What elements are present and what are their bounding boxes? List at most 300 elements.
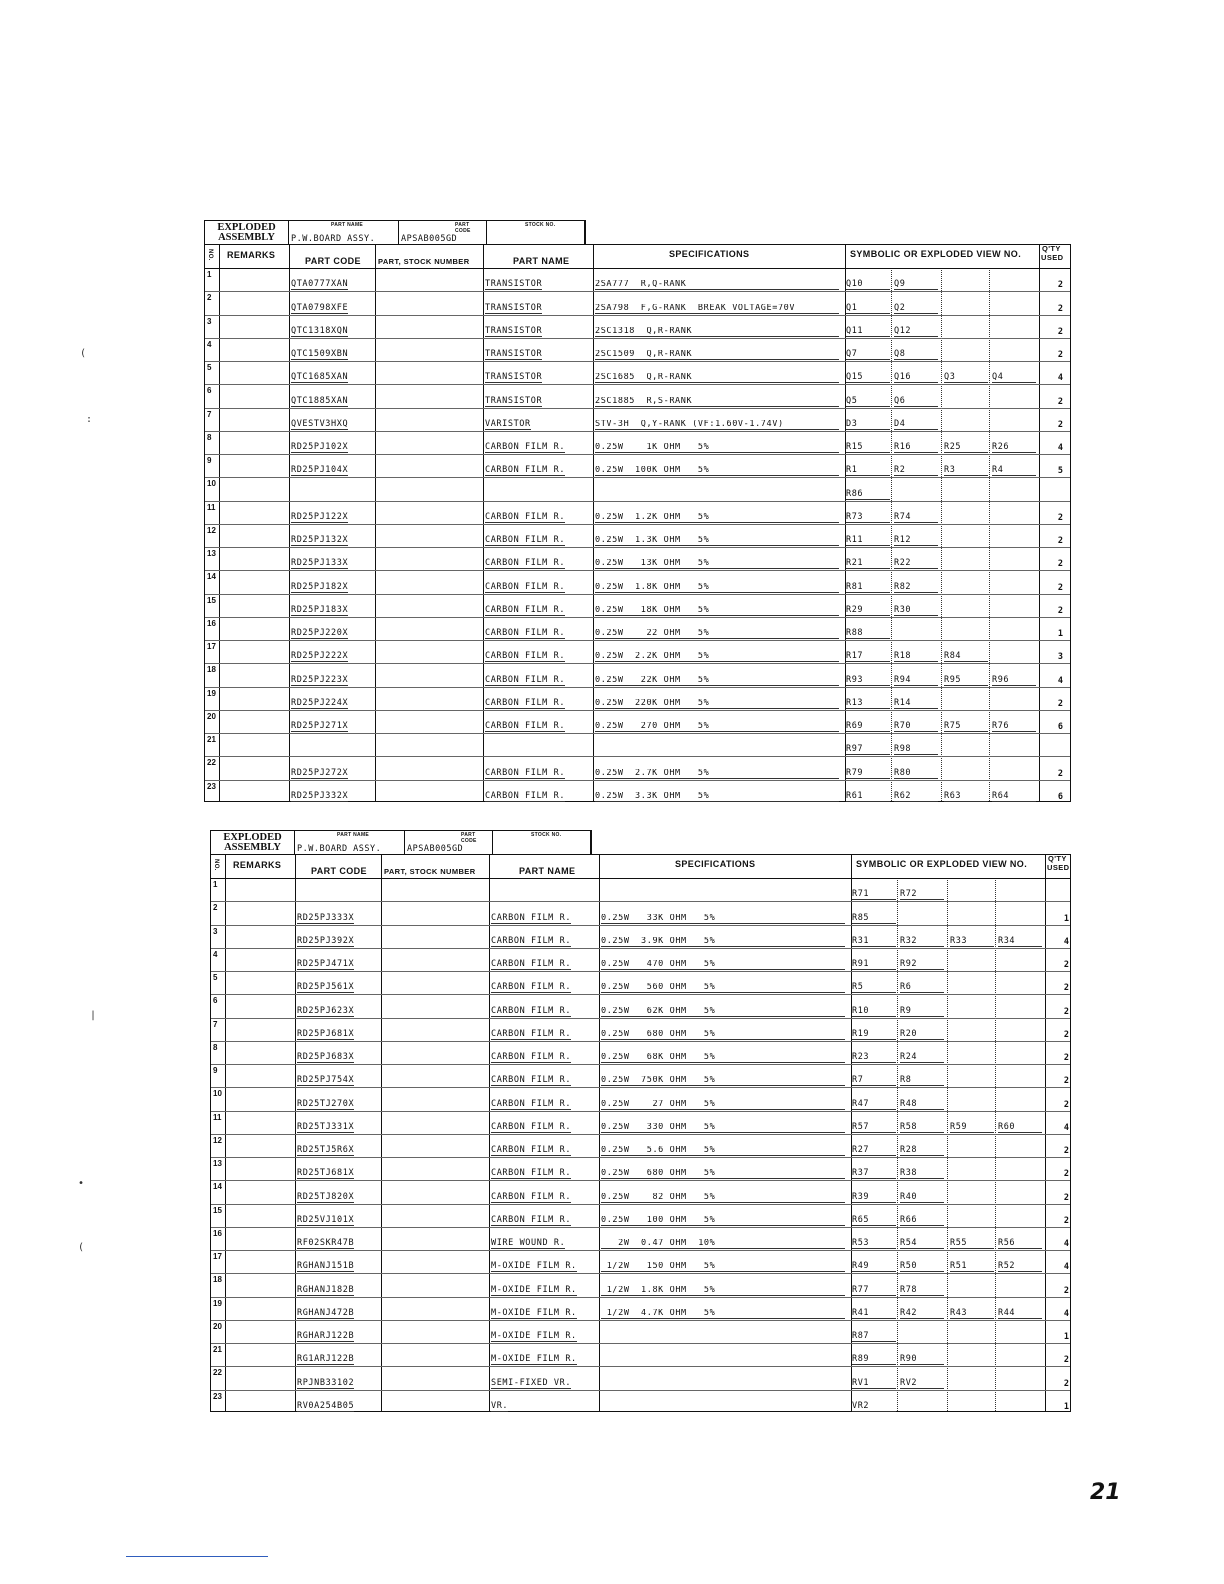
qty-used: 2	[1057, 768, 1063, 779]
part-name: CARBON FILM R.	[491, 1191, 572, 1202]
row-number: 5	[213, 973, 218, 983]
part-name: CARBON FILM R.	[485, 511, 566, 522]
part-name-cell	[295, 831, 405, 855]
col-part-name: PART NAME	[513, 256, 570, 266]
symbol-ref: R97	[846, 745, 890, 755]
row-number: 16	[213, 1228, 222, 1238]
symbol-ref: R4	[992, 466, 1036, 476]
specification: 0.25W 22K OHM 5%	[595, 676, 839, 686]
row-divider	[211, 1390, 1070, 1391]
symbol-ref: R14	[894, 699, 938, 709]
row-number: 8	[213, 1042, 218, 1052]
stock-no-caption: STOCK NO.	[525, 222, 556, 228]
specification: 2SC1318 Q,R-RANK	[595, 327, 839, 337]
part-code: RD25PJ272X	[291, 767, 349, 778]
part-code: RD25PJ223X	[291, 674, 349, 685]
symbol-ref: R55	[950, 1239, 994, 1249]
part-name: TRANSISTOR	[485, 325, 543, 336]
symbol-ref: R54	[900, 1239, 944, 1249]
symbol-ref: R2	[894, 466, 938, 476]
specification: 1/2W 4.7K OHM 5%	[601, 1309, 845, 1319]
row-number: 10	[207, 479, 216, 489]
row-divider	[205, 431, 1070, 432]
qty-used: 2	[1063, 1285, 1069, 1296]
part-code: RD25PJ683X	[297, 1052, 355, 1063]
exploded-assembly-cell	[211, 831, 295, 855]
symbol-ref: R31	[852, 937, 896, 947]
part-name: TRANSISTOR	[485, 279, 543, 290]
qty-used: 2	[1063, 983, 1069, 994]
col-stock-number: PART, STOCK NUMBER	[378, 257, 470, 266]
symbol-ref: Q9	[894, 280, 938, 290]
symbol-divider	[947, 878, 948, 1411]
symbol-ref: R85	[852, 914, 896, 924]
specification: 2W 0.47 OHM 10%	[601, 1239, 845, 1249]
specification: 0.25W 3.3K OHM 5%	[595, 792, 839, 802]
symbol-ref: R33	[950, 937, 994, 947]
part-name: CARBON FILM R.	[485, 604, 566, 615]
symbol-ref: R75	[944, 722, 988, 732]
scan-speck: |	[90, 1010, 97, 1021]
row-divider	[205, 524, 1070, 525]
part-name: CARBON FILM R.	[485, 651, 566, 662]
row-divider	[211, 1273, 1070, 1274]
assembly-part-code: APSAB005GD	[401, 234, 458, 244]
symbol-ref: R38	[900, 1169, 944, 1179]
qty-used: 2	[1057, 350, 1063, 361]
row-number: 3	[207, 316, 212, 326]
symbol-ref: R78	[900, 1286, 944, 1296]
row-divider	[211, 1366, 1070, 1367]
qty-used: 4	[1057, 373, 1063, 384]
symbol-ref: R42	[900, 1309, 944, 1319]
symbol-ref: R37	[852, 1169, 896, 1179]
specification: 0.25W 1K OHM 5%	[595, 443, 839, 453]
row-divider	[211, 1204, 1070, 1205]
row-number: 20	[213, 1321, 222, 1331]
row-divider	[211, 948, 1070, 949]
row-number: 21	[213, 1345, 222, 1355]
part-name-caption: PART NAME	[331, 222, 364, 228]
symbol-ref: R86	[846, 490, 890, 500]
qty-used: 2	[1057, 396, 1063, 407]
row-divider	[205, 687, 1070, 688]
part-code: RD25PJ623X	[297, 1005, 355, 1016]
specification: 1/2W 150 OHM 5%	[601, 1262, 845, 1272]
symbol-ref: R80	[894, 769, 938, 779]
assembly-part-name: P.W.BOARD ASSY.	[297, 844, 382, 854]
scan-speck: •	[78, 1178, 85, 1189]
row-number: 1	[213, 880, 218, 889]
qty-used: 2	[1057, 303, 1063, 314]
part-code: RD25PJ102X	[291, 442, 349, 453]
symbol-ref: R19	[852, 1030, 896, 1040]
part-code-caption: PART CODE	[455, 222, 471, 234]
qty-used: 2	[1063, 1029, 1069, 1040]
part-name: VR.	[491, 1401, 509, 1411]
assembly-part-name: P.W.BOARD ASSY.	[291, 234, 376, 244]
header-divider	[205, 268, 1070, 269]
symbol-ref: Q7	[846, 350, 890, 360]
row-number: 9	[207, 456, 212, 466]
specification: 0.25W 18K OHM 5%	[595, 606, 839, 616]
symbol-ref: R1	[846, 466, 890, 476]
qty-used: 2	[1063, 1076, 1069, 1087]
symbol-ref: R9	[900, 1007, 944, 1017]
row-divider	[211, 1041, 1070, 1042]
specification: 0.25W 3.9K OHM 5%	[601, 937, 845, 947]
part-name: CARBON FILM R.	[491, 1098, 572, 1109]
part-name: CARBON FILM R.	[485, 442, 566, 453]
specification: 0.25W 68K OHM 5%	[601, 1053, 845, 1063]
col-part-name: PART NAME	[519, 866, 576, 876]
row-divider	[211, 1343, 1070, 1344]
row-number: 2	[207, 293, 212, 303]
qty-used: 6	[1057, 722, 1063, 733]
symbol-ref: R13	[846, 699, 890, 709]
part-name: CARBON FILM R.	[491, 1214, 572, 1225]
part-code: QVESTV3HXQ	[291, 418, 349, 429]
part-code: RGHANJ151B	[297, 1261, 355, 1272]
row-number: 21	[207, 735, 216, 745]
row-number: 23	[207, 781, 216, 791]
symbol-ref: R57	[852, 1123, 896, 1133]
symbol-ref: Q6	[894, 397, 938, 407]
symbol-ref: Q12	[894, 327, 938, 337]
part-code: RD25PJ333X	[297, 912, 355, 923]
symbol-ref: R18	[894, 652, 938, 662]
row-number: 13	[213, 1159, 222, 1169]
symbol-ref: R90	[900, 1355, 944, 1365]
row-number: 4	[207, 339, 212, 349]
part-code: RG1ARJ122B	[297, 1354, 355, 1365]
symbol-ref: R43	[950, 1309, 994, 1319]
part-name: CARBON FILM R.	[485, 558, 566, 569]
symbol-ref: R77	[852, 1286, 896, 1296]
specification: 0.25W 680 OHM 5%	[601, 1169, 845, 1179]
specification: 0.25W 330 OHM 5%	[601, 1123, 845, 1133]
row-number: 8	[207, 432, 212, 442]
row-divider	[205, 501, 1070, 502]
row-number: 14	[213, 1182, 222, 1192]
row-number: 9	[213, 1066, 218, 1076]
part-code: RD25TJ270X	[297, 1098, 355, 1109]
part-name: CARBON FILM R.	[485, 465, 566, 476]
row-divider	[211, 1227, 1070, 1228]
part-name-cell	[289, 221, 399, 245]
symbol-ref: R84	[944, 652, 988, 662]
part-name: CARBON FILM R.	[491, 1075, 572, 1086]
symbol-ref: R39	[852, 1193, 896, 1203]
row-number: 11	[207, 502, 216, 512]
qty-used: 5	[1057, 466, 1063, 477]
row-number: 16	[207, 618, 216, 628]
symbol-ref: R23	[852, 1053, 896, 1063]
row-divider	[205, 547, 1070, 548]
symbol-ref: R30	[894, 606, 938, 616]
part-code: RF02SKR47B	[297, 1238, 355, 1249]
part-name: CARBON FILM R.	[485, 767, 566, 778]
part-code: RD25PJ271X	[291, 721, 349, 732]
part-code: RD25PJ681X	[297, 1028, 355, 1039]
symbol-ref: R96	[992, 676, 1036, 686]
qty-used: 2	[1057, 512, 1063, 523]
specification: 0.25W 1.2K OHM 5%	[595, 513, 839, 523]
qty-used: 2	[1057, 536, 1063, 547]
symbol-ref: R56	[998, 1239, 1042, 1249]
symbol-ref: R6	[900, 983, 944, 993]
symbol-ref: Q4	[992, 373, 1036, 383]
symbol-ref: R20	[900, 1030, 944, 1040]
symbol-ref: R21	[846, 559, 890, 569]
part-code: QTC1685XAN	[291, 372, 349, 383]
symbol-ref: R29	[846, 606, 890, 616]
row-number: 15	[213, 1205, 222, 1215]
symbol-ref: R87	[852, 1332, 896, 1342]
footer-rule	[126, 1556, 268, 1557]
part-name: CARBON FILM R.	[491, 1168, 572, 1179]
part-code: RD25VJ101X	[297, 1214, 355, 1225]
scan-speck: :	[86, 414, 93, 425]
part-name-caption: PART NAME	[337, 832, 370, 838]
specification: 0.25W 1.3K OHM 5%	[595, 536, 839, 546]
symbol-ref: R94	[894, 676, 938, 686]
symbol-divider	[891, 268, 892, 801]
symbol-ref: VR2	[852, 1402, 896, 1412]
symbol-ref: R52	[998, 1262, 1042, 1272]
symbol-ref: R60	[998, 1123, 1042, 1133]
part-code: RPJNB33102	[297, 1377, 355, 1388]
row-divider	[211, 1111, 1070, 1112]
row-divider	[205, 733, 1070, 734]
symbol-ref: R24	[900, 1053, 944, 1063]
symbol-ref: R22	[894, 559, 938, 569]
symbol-ref: R41	[852, 1309, 896, 1319]
specification: 0.25W 82 OHM 5%	[601, 1193, 845, 1203]
symbol-ref: R66	[900, 1216, 944, 1226]
row-number: 23	[213, 1391, 222, 1401]
row-divider	[205, 361, 1070, 362]
symbol-ref: R26	[992, 443, 1036, 453]
specification: 0.25W 62K OHM 5%	[601, 1007, 845, 1017]
symbol-ref: R25	[944, 443, 988, 453]
part-code: RD25PJ183X	[291, 604, 349, 615]
specification: 0.25W 2.7K OHM 5%	[595, 769, 839, 779]
row-divider	[211, 994, 1070, 995]
stock-no-cell	[493, 831, 591, 855]
col-used: USED	[1041, 253, 1064, 262]
col-no: NO.	[207, 249, 213, 261]
part-code: RV0A254B05	[297, 1401, 355, 1411]
part-code: RGHARJ122B	[297, 1331, 355, 1342]
part-name: M-OXIDE FILM R.	[491, 1354, 577, 1365]
scan-speck: (	[78, 1242, 85, 1253]
col-symbolic: SYMBOLIC OR EXPLODED VIEW NO.	[856, 859, 1028, 869]
symbol-ref: R50	[900, 1262, 944, 1272]
qty-used: 2	[1063, 1378, 1069, 1389]
part-name: M-OXIDE FILM R.	[491, 1261, 577, 1272]
symbol-ref: R51	[950, 1262, 994, 1272]
part-code-cell	[399, 221, 487, 245]
qty-used: 4	[1063, 1262, 1069, 1273]
symbol-ref: R70	[894, 722, 938, 732]
exploded-label: EXPLODED	[217, 222, 276, 233]
row-divider	[205, 710, 1070, 711]
assembly-part-code: APSAB005GD	[407, 844, 464, 854]
specification: 0.25W 100 OHM 5%	[601, 1216, 845, 1226]
part-code-caption: PART CODE	[461, 832, 477, 844]
symbol-ref: R92	[900, 960, 944, 970]
part-code: RD25PJ104X	[291, 465, 349, 476]
specification: 0.25W 560 OHM 5%	[601, 983, 845, 993]
part-code: QTA0777XAN	[291, 279, 349, 290]
qty-used: 2	[1063, 1215, 1069, 1226]
col-qty: Q'TY	[1048, 854, 1067, 863]
row-divider	[205, 408, 1070, 409]
part-code: RD25PJ332X	[291, 791, 349, 801]
specification: 0.25W 13K OHM 5%	[595, 559, 839, 569]
stock-no-cell	[487, 221, 585, 245]
part-code: RD25TJ331X	[297, 1121, 355, 1132]
qty-used: 4	[1057, 675, 1063, 686]
row-divider	[211, 925, 1070, 926]
row-number: 12	[213, 1135, 222, 1145]
symbol-divider	[897, 878, 898, 1411]
part-name: TRANSISTOR	[485, 349, 543, 360]
qty-used: 2	[1057, 559, 1063, 570]
row-number: 14	[207, 572, 216, 582]
symbol-ref: Q10	[846, 280, 890, 290]
symbol-divider	[989, 268, 990, 801]
part-name: CARBON FILM R.	[491, 912, 572, 923]
qty-used: 4	[1063, 936, 1069, 947]
symbol-ref: R11	[846, 536, 890, 546]
symbol-ref: R73	[846, 513, 890, 523]
part-code: RD25PJ122X	[291, 511, 349, 522]
qty-used: 2	[1057, 326, 1063, 337]
row-divider	[211, 1064, 1070, 1065]
col-used: USED	[1047, 863, 1070, 872]
symbol-ref: R40	[900, 1193, 944, 1203]
row-divider	[205, 640, 1070, 641]
symbol-ref: Q11	[846, 327, 890, 337]
symbol-ref: R48	[900, 1100, 944, 1110]
part-code: QTC1509XBN	[291, 349, 349, 360]
qty-used: 3	[1057, 652, 1063, 663]
qty-used: 4	[1063, 1239, 1069, 1250]
exploded-label: EXPLODED	[223, 832, 282, 843]
part-name: TRANSISTOR	[485, 395, 543, 406]
qty-used: 2	[1063, 1099, 1069, 1110]
row-number: 10	[213, 1089, 222, 1099]
symbol-ref: RV2	[900, 1379, 944, 1389]
col-remarks: REMARKS	[233, 860, 282, 870]
part-name: CARBON FILM R.	[485, 721, 566, 732]
part-code: RGHANJ472B	[297, 1307, 355, 1318]
col-qty: Q'TY	[1042, 244, 1061, 253]
row-divider	[211, 1157, 1070, 1158]
part-name: M-OXIDE FILM R.	[491, 1331, 577, 1342]
scan-speck: (	[80, 348, 87, 359]
parts-table	[210, 854, 1071, 1412]
symbol-ref: R76	[992, 722, 1036, 732]
row-number: 6	[207, 386, 212, 396]
row-divider	[205, 570, 1070, 571]
part-name: CARBON FILM R.	[491, 1145, 572, 1156]
symbol-ref: Q8	[894, 350, 938, 360]
row-divider	[205, 338, 1070, 339]
specification: 0.25W 680 OHM 5%	[601, 1030, 845, 1040]
row-number: 7	[207, 409, 212, 419]
specification: 0.25W 100K OHM 5%	[595, 466, 839, 476]
parts-table	[204, 244, 1071, 802]
symbol-ref: R64	[992, 792, 1036, 802]
symbol-ref: R10	[852, 1007, 896, 1017]
part-code: RD25PJ182X	[291, 581, 349, 592]
part-code: RD25TJ820X	[297, 1191, 355, 1202]
symbol-ref: R27	[852, 1146, 896, 1156]
part-name: CARBON FILM R.	[485, 535, 566, 546]
symbol-ref: R58	[900, 1123, 944, 1133]
part-code: RD25PJ471X	[297, 959, 355, 970]
part-code: RD25PJ133X	[291, 558, 349, 569]
symbol-ref: R16	[894, 443, 938, 453]
symbol-ref: R69	[846, 722, 890, 732]
symbol-ref: R8	[900, 1076, 944, 1086]
symbol-ref: Q16	[894, 373, 938, 383]
qty-used: 4	[1063, 1308, 1069, 1319]
part-name: TRANSISTOR	[485, 302, 543, 313]
qty-used: 2	[1063, 1053, 1069, 1064]
part-code: QTA0798XFE	[291, 302, 349, 313]
part-code: RGHANJ182B	[297, 1284, 355, 1295]
symbol-ref: R62	[894, 792, 938, 802]
qty-used: 2	[1057, 419, 1063, 430]
symbol-ref: D3	[846, 420, 890, 430]
qty-used: 2	[1063, 1146, 1069, 1157]
specification: 0.25W 470 OHM 5%	[601, 960, 845, 970]
part-code: RD25TJ5R6X	[297, 1145, 355, 1156]
col-stock-number: PART, STOCK NUMBER	[384, 867, 476, 876]
exploded-assembly-cell	[205, 221, 289, 245]
qty-used: 2	[1057, 582, 1063, 593]
row-number: 4	[213, 949, 218, 959]
row-divider	[211, 1180, 1070, 1181]
part-name: CARBON FILM R.	[491, 1028, 572, 1039]
part-code: RD25PJ561X	[297, 982, 355, 993]
qty-used: 2	[1063, 1006, 1069, 1017]
part-code: RD25TJ681X	[297, 1168, 355, 1179]
row-number: 19	[213, 1298, 222, 1308]
col-no: NO.	[213, 859, 219, 871]
row-number: 5	[207, 363, 212, 373]
symbol-ref: R88	[846, 629, 890, 639]
row-number: 12	[207, 525, 216, 535]
part-code: QTC1885XAN	[291, 395, 349, 406]
specification: 2SC1885 R,S-RANK	[595, 397, 839, 407]
row-number: 15	[207, 595, 216, 605]
qty-used: 4	[1057, 443, 1063, 454]
page-number: 21	[1090, 1480, 1121, 1505]
row-divider	[205, 454, 1070, 455]
symbol-ref: R3	[944, 466, 988, 476]
row-number: 2	[213, 903, 218, 913]
part-name: SEMI-FIXED VR.	[491, 1377, 572, 1388]
symbol-ref: R72	[900, 890, 944, 900]
row-divider	[205, 594, 1070, 595]
symbol-ref: R34	[998, 937, 1042, 947]
specification: 0.25W 1.8K OHM 5%	[595, 583, 839, 593]
